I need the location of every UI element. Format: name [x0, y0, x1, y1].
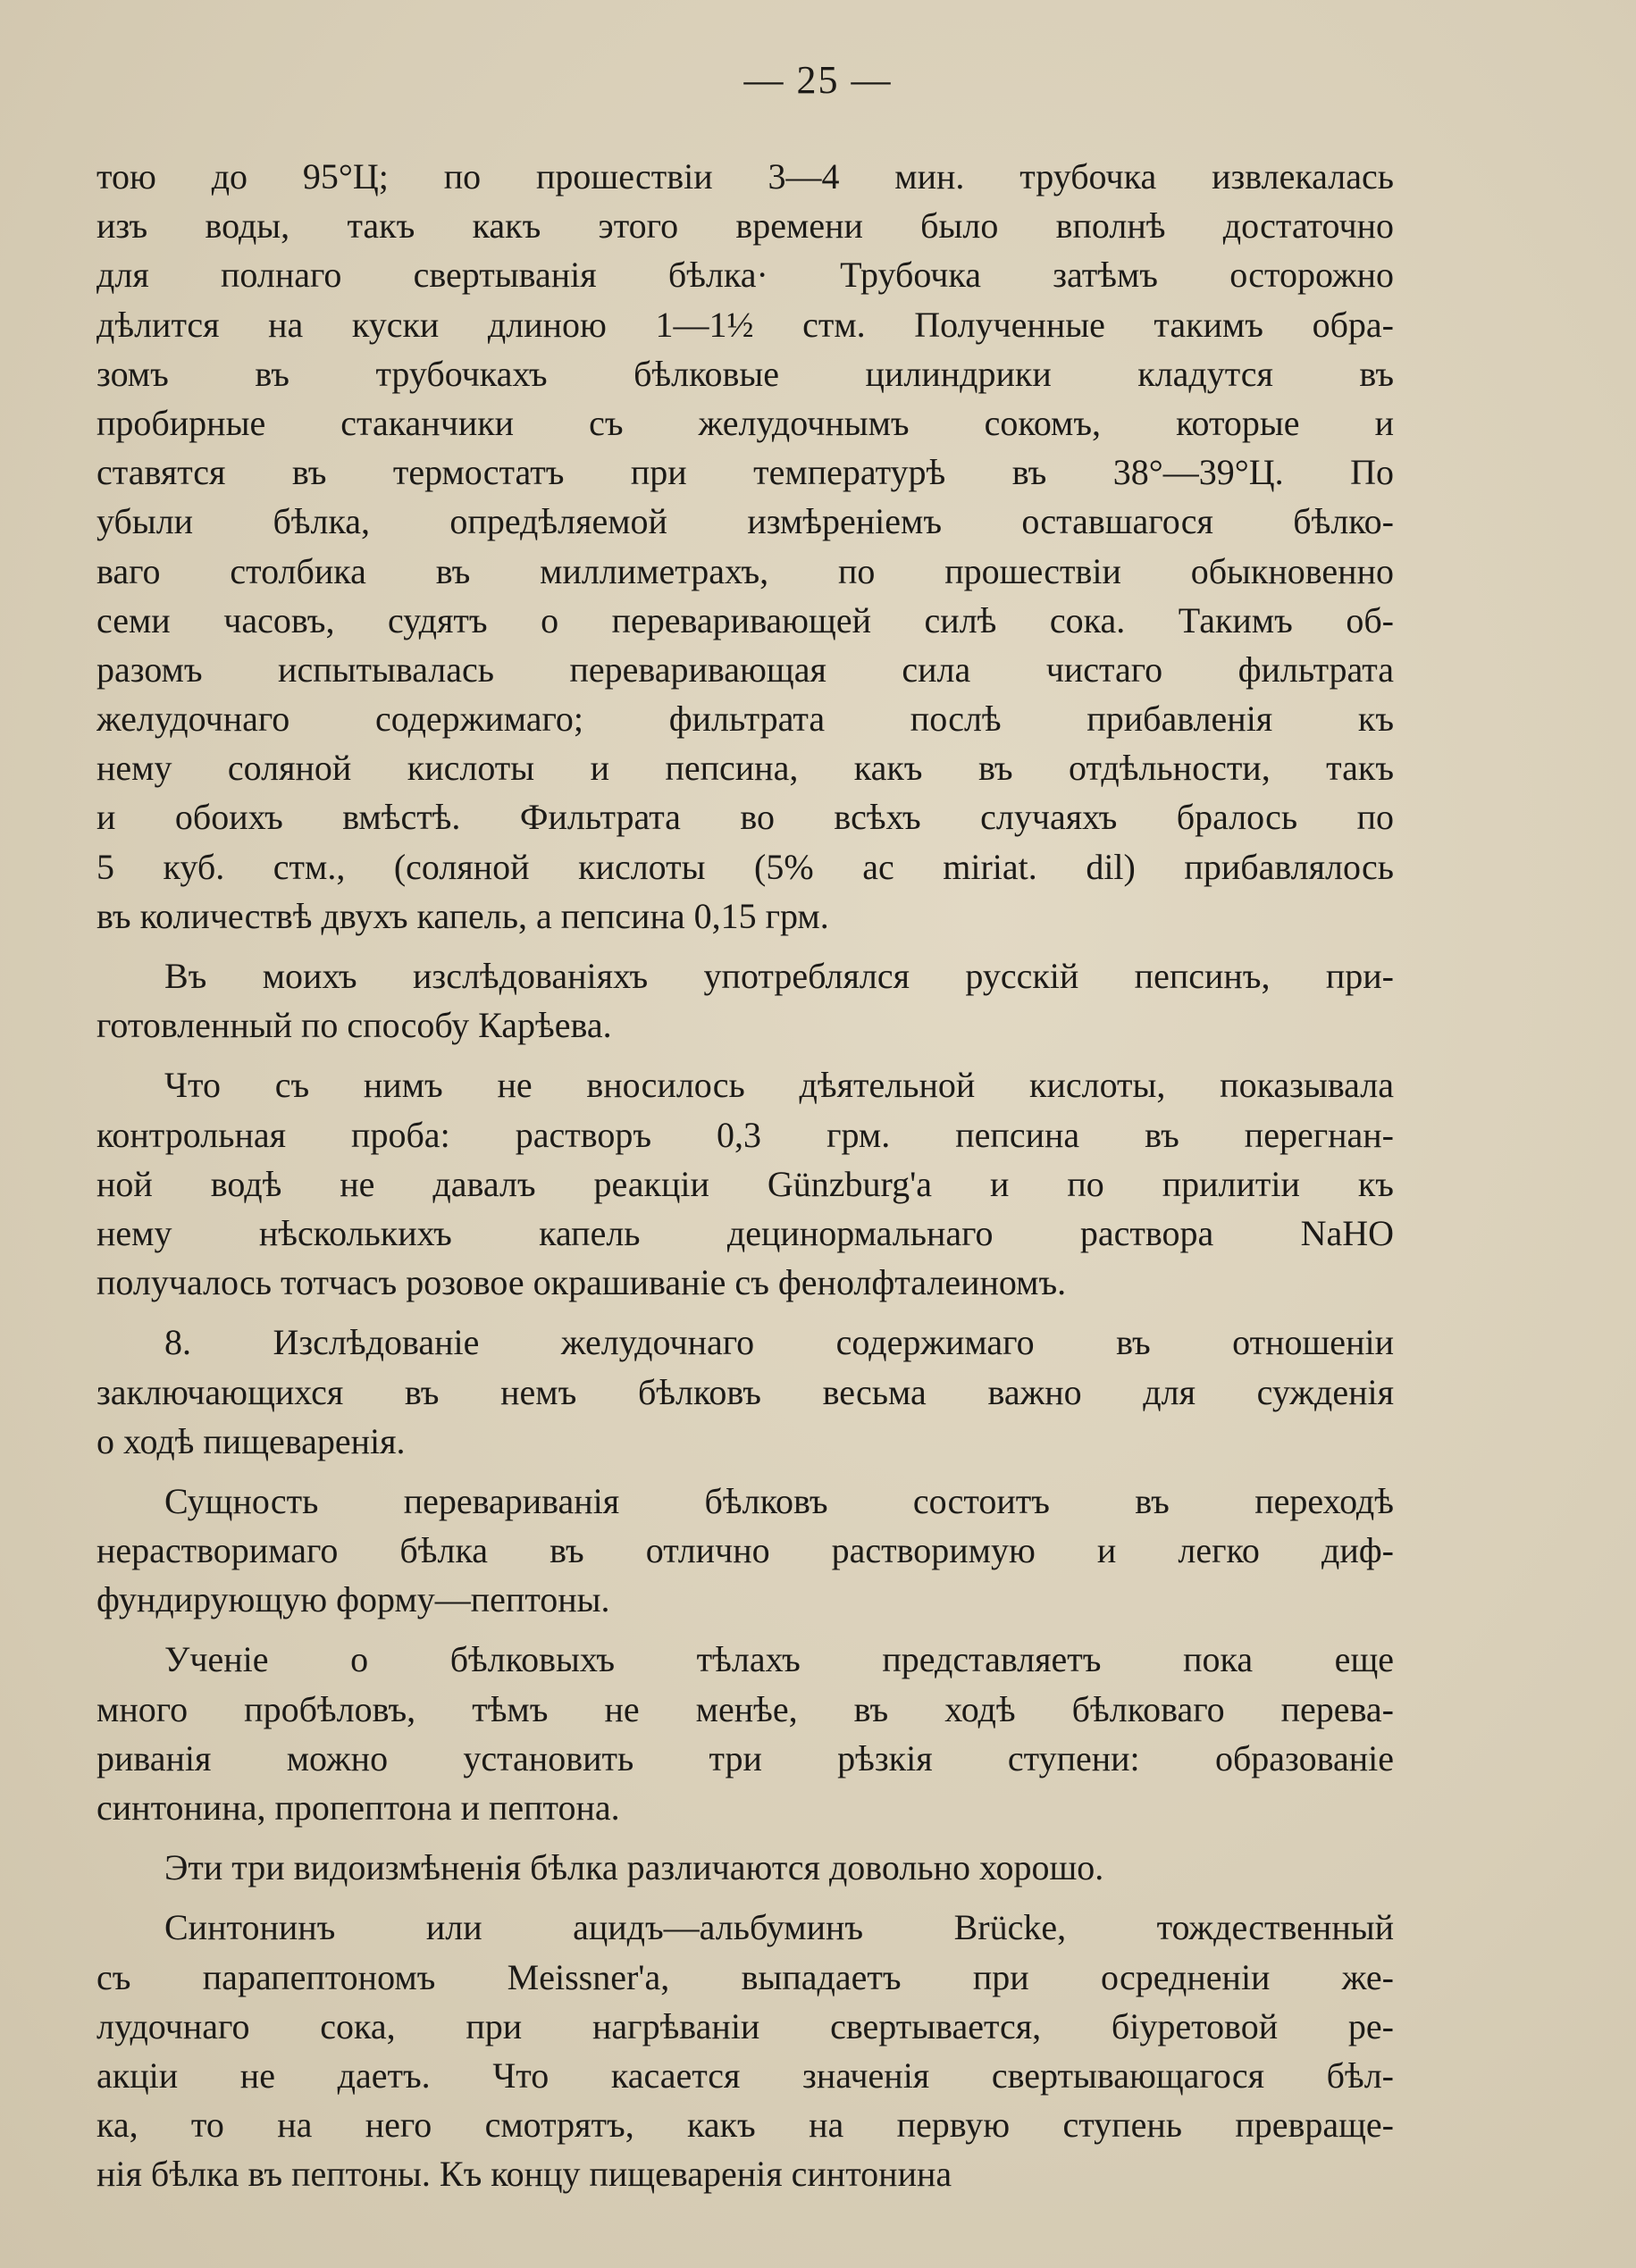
- text-line: нерастворимаго бѣлка въ отлично растворимую и легко диф-: [96, 1530, 1394, 1571]
- paragraph: [96, 1477, 1394, 1625]
- paragraph-gap: [96, 1050, 1394, 1060]
- text-line: разомъ испытывалась переваривающая сила чистаго фильтрата: [96, 649, 1394, 690]
- text-line: Сущность перевариванія бѣлковъ состоитъ въ переходѣ: [164, 1480, 1394, 1521]
- paragraph-gap: [96, 1892, 1394, 1903]
- text-line: контрольная проба: растворъ 0,3 грм. пепсина въ перегнан-: [96, 1114, 1394, 1155]
- text-line: акціи не даетъ. Что касается значенія свертывающагося бѣл-: [96, 2055, 1394, 2096]
- paragraph: [96, 1903, 1394, 2198]
- text-line: фундирующую форму—пептоны.: [96, 1579, 610, 1620]
- text-line: нему соляной кислоты и пепсина, какъ въ отдѣльности, такъ: [96, 748, 1394, 789]
- text-line: готовленный по способу Карѣева.: [96, 1005, 612, 1046]
- text-line: нему нѣсколькихъ капель децинормальнаго раствора NaHO: [96, 1212, 1394, 1253]
- paragraph-gap: [96, 1466, 1394, 1477]
- text-line: Эти три видоизмѣненія бѣлка различаются довольно хорошо.: [164, 1847, 1104, 1888]
- text-line: риванія можно установить три рѣзкія ступени: образованіе: [96, 1737, 1394, 1778]
- text-line: нія бѣлка въ пептоны. Къ концу пищеваренія синтонина: [96, 2154, 952, 2195]
- text-line: о ходѣ пищеваренія.: [96, 1420, 406, 1461]
- text-line: 5 куб. стм., (соляной кислоты (5% ac miriat. dil) прибавлялось: [96, 846, 1394, 887]
- text-line: ной водѣ не давалъ реакціи Günzburg'а и по прилитіи къ: [96, 1163, 1394, 1204]
- text-line: и обоихъ вмѣстѣ. Фильтрата во всѣхъ случаяхъ бралось по: [96, 797, 1394, 838]
- text-line: Синтонинъ или ацидъ—альбуминъ Brücke, тождественный: [164, 1907, 1394, 1948]
- text-line: Что съ нимъ не вносилось дѣятельной кислоты, показывала: [164, 1065, 1394, 1106]
- text-line: получалось тотчасъ розовое окрашиваніе съ фенолфталеиномъ.: [96, 1262, 1067, 1303]
- text-line: много пробѣловъ, тѣмъ не менѣе, въ ходѣ бѣлковаго перева-: [96, 1688, 1394, 1729]
- paragraph-gap: [96, 1832, 1394, 1843]
- paragraph: [96, 1318, 1394, 1466]
- text-line: Ученіе о бѣлковыхъ тѣлахъ представляетъ пока еще: [164, 1639, 1394, 1680]
- text-line: лудочнаго сока, при нагрѣваніи свертывается, біуретовой ре-: [96, 2005, 1394, 2046]
- text-line: изъ воды, такъ какъ этого времени было вполнѣ достаточно: [96, 205, 1394, 247]
- text-line: съ парапептономъ Meissner'а, выпадаетъ при осредненіи же-: [96, 1956, 1394, 1997]
- paragraph: [96, 1843, 1394, 1892]
- body-text: [96, 152, 1394, 2199]
- paragraph-gap: [96, 1307, 1394, 1318]
- text-line: желудочнаго содержимаго; фильтрата послѣ прибавленія къ: [96, 699, 1394, 740]
- text-line: въ количествѣ двухъ капель, а пепсина 0,15 грм.: [96, 895, 829, 936]
- paragraph: [96, 951, 1394, 1050]
- text-line: тою до 95°Ц; по прошествіи 3—4 мин. трубочка извлекалась: [96, 156, 1394, 197]
- paragraph: [96, 1635, 1394, 1832]
- text-line: дѣлится на куски длиною 1—1½ стм. Полученные такимъ обра-: [96, 304, 1394, 345]
- text-line: заключающихся въ немъ бѣлковъ весьма важно для сужденія: [96, 1371, 1394, 1412]
- text-line: Въ моихъ изслѣдованіяхъ употреблялся русскій пепсинъ, при-: [164, 956, 1394, 996]
- text-line: ка, то на него смотрятъ, какъ на первую ступень превраще-: [96, 2105, 1394, 2146]
- text-line: 8. Изслѣдованіе желудочнаго содержимаго въ отношеніи: [164, 1322, 1394, 1363]
- page-number: — 25 —: [743, 58, 893, 102]
- text-line: ваго столбика въ миллиметрахъ, по прошествіи обыкновенно: [96, 550, 1394, 591]
- paragraph: [96, 152, 1394, 941]
- text-line: пробирные стаканчики съ желудочнымъ сокомъ, которые и: [96, 402, 1394, 443]
- text-line: убыли бѣлка, опредѣляемой измѣреніемъ оставшагося бѣлко-: [96, 501, 1394, 542]
- paragraph-gap: [96, 1624, 1394, 1635]
- text-line: семи часовъ, судятъ о переваривающей силѣ сока. Такимъ об-: [96, 599, 1394, 640]
- text-line: для полнаго свертыванія бѣлка· Трубочка затѣмъ осторожно: [96, 255, 1394, 296]
- text-line: ставятся въ термостатъ при температурѣ въ 38°—39°Ц. По: [96, 452, 1394, 493]
- text-line: синтонина, пропептона и пептона.: [96, 1787, 620, 1828]
- text-line: зомъ въ трубочкахъ бѣлковые цилиндрики кладутся въ: [96, 353, 1394, 394]
- paragraph-gap: [96, 941, 1394, 951]
- paragraph: [96, 1060, 1394, 1307]
